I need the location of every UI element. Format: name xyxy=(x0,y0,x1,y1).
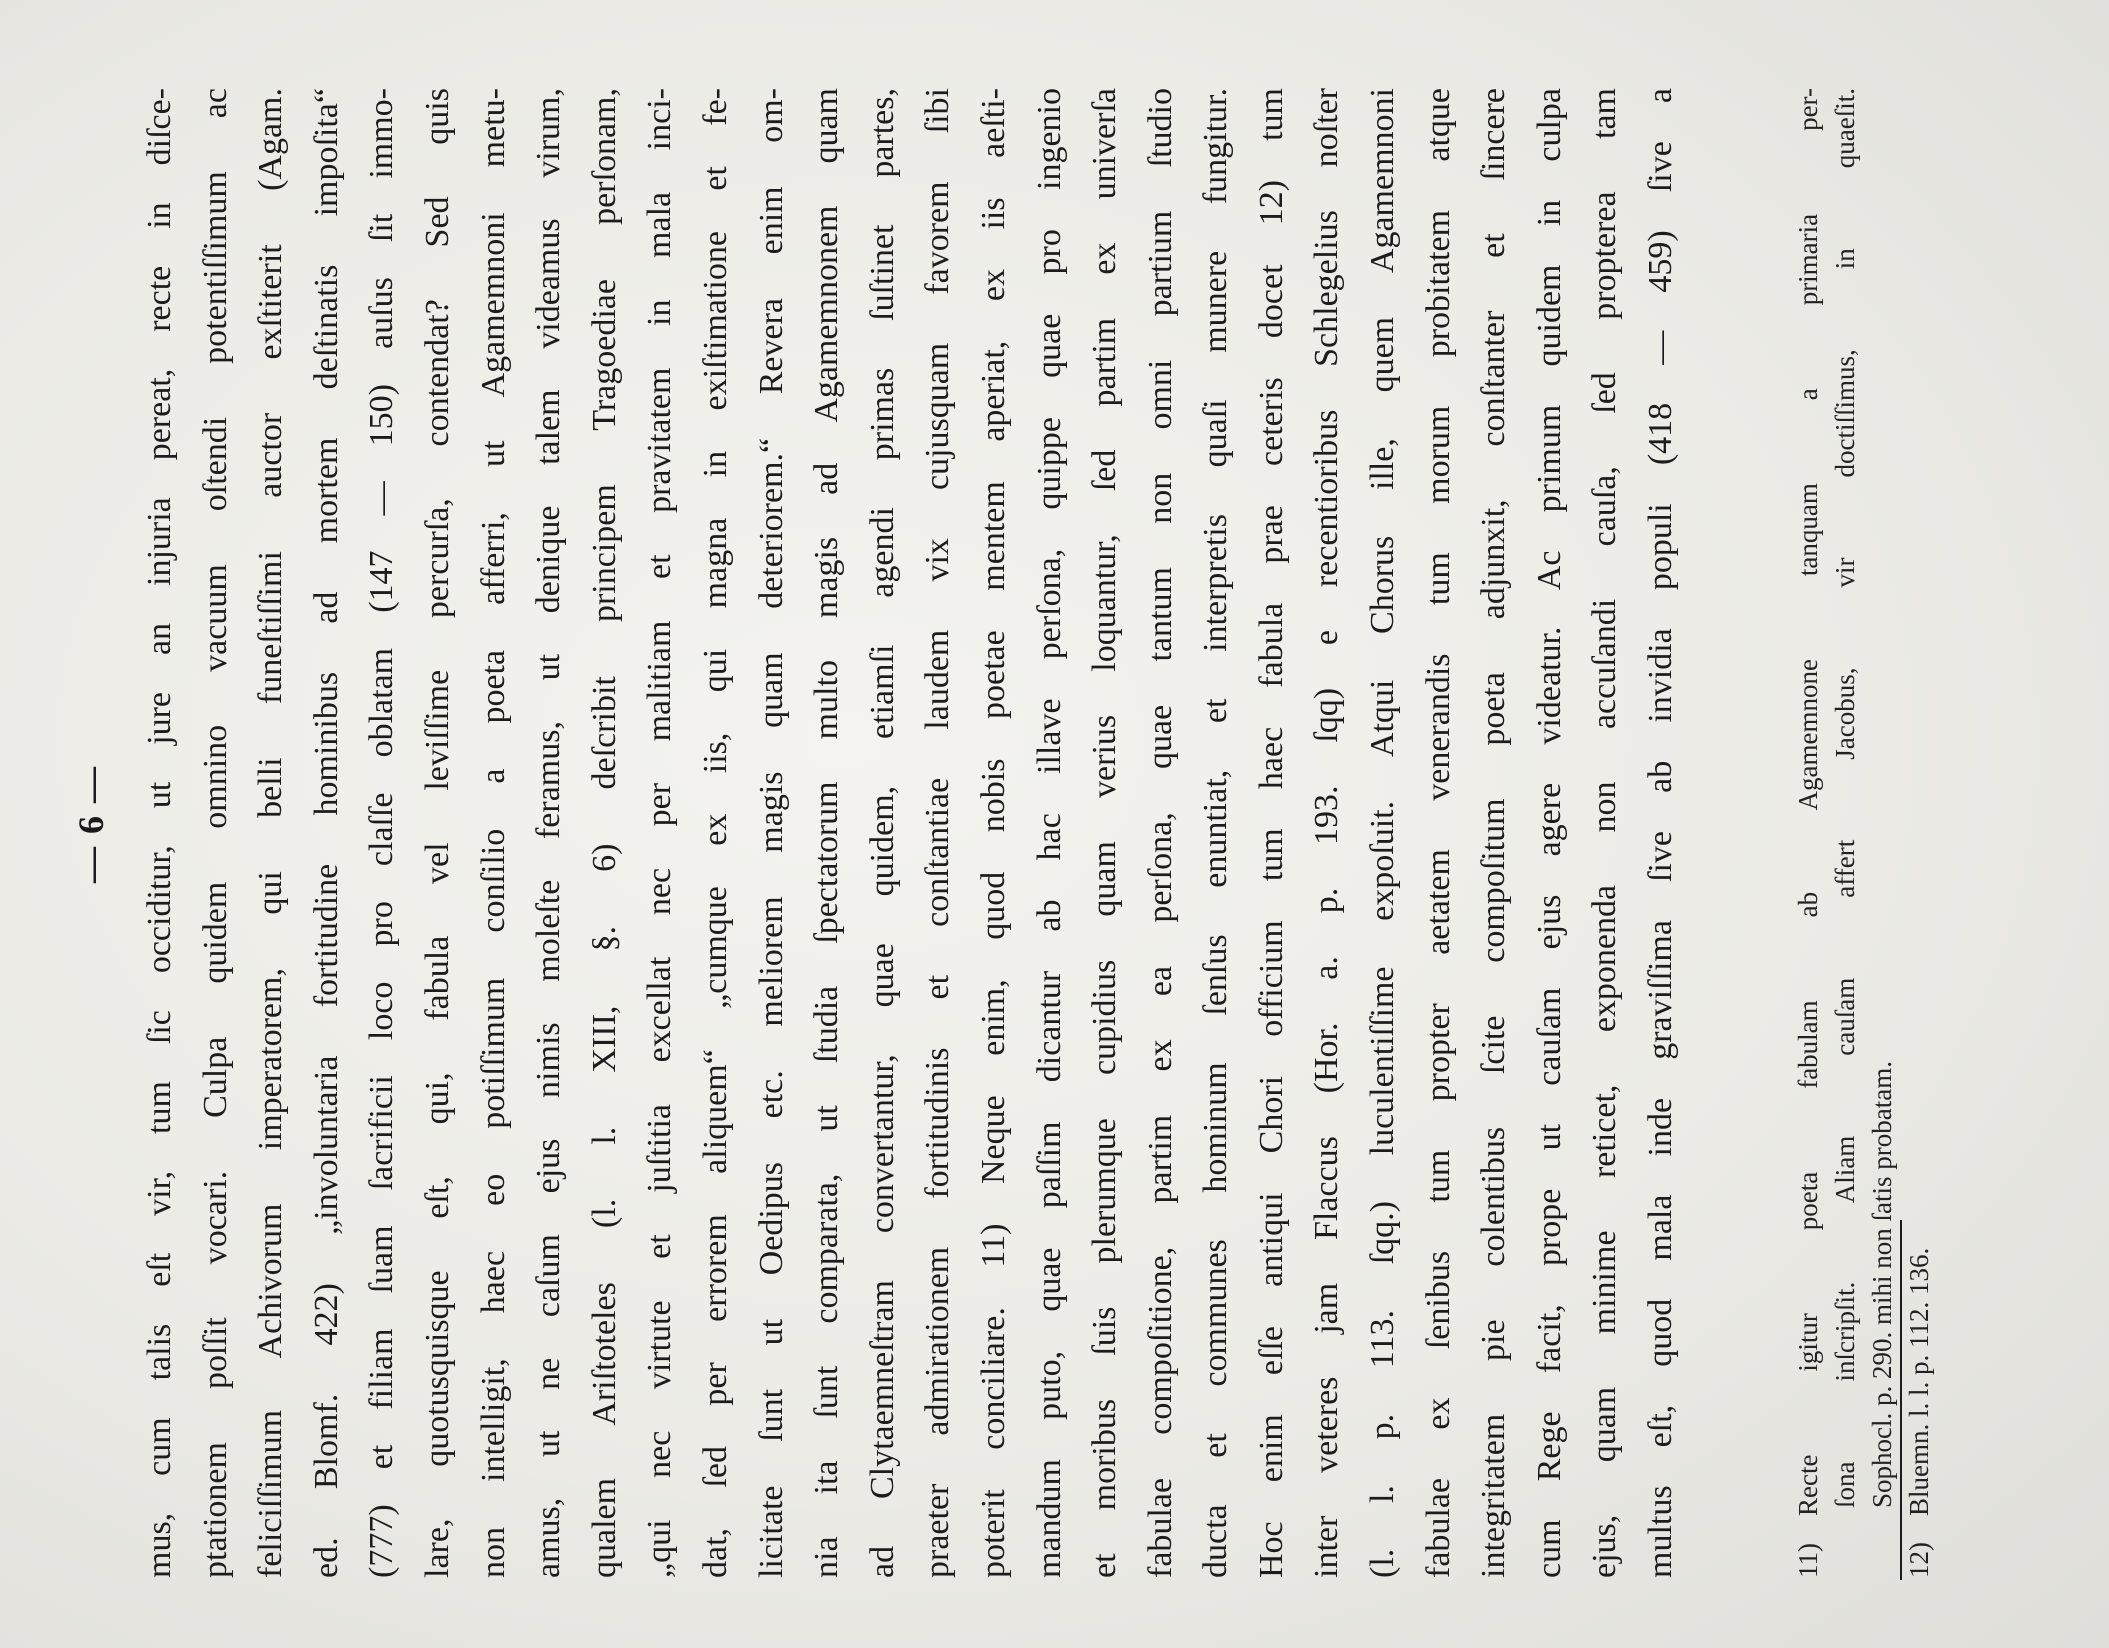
text-line: ad Clytaemneſtram convertantur, quae quidem, etiamſi agendi primas ſuſtinet partes, xyxy=(863,88,901,1578)
text-line: praeter admirationem fortitudinis et conſtantiae laudem vix cujusquam favorem ſibi xyxy=(919,88,957,1578)
text-line: Hoc enim eſſe antiqui Chori officium tum haec fabula prae ceteris docet 12) tum xyxy=(1252,88,1290,1578)
text-line: mandum puto, quae paſſim dicantur ab hac illave perſona, quippe quae pro ingenio xyxy=(1030,88,1068,1578)
text-line: inter veteres jam Flaccus (Hor. a. p. 193. ſqq) e recentioribus Schlegelius noſter xyxy=(1308,88,1346,1578)
text-line: ptationem poſſit vocari. Culpa quidem omnino vacuum oſtendi potentiſſimum ac xyxy=(196,88,234,1578)
text-line: ed. Blomf. 422) „involuntaria fortitudine hominibus ad mortem deſtinatis impoſita“ xyxy=(307,88,345,1578)
text-line: poterit conciliare. 11) Neque enim, quod nobis poetae mentem aperiat, ex iis aeſti- xyxy=(974,88,1012,1578)
text-line: ejus, quam minime reticet, exponenda non accuſandi cauſa, ſed propterea tam xyxy=(1586,88,1624,1578)
text-line: mus, cum talis eſt vir, tum ſic occiditur, ut jure an injuria pereat, recte in diſce- xyxy=(141,88,178,1578)
text-line: et moribus ſuis plerumque cupidius quam verius loquantur, ſed partim ex univerſa xyxy=(1086,88,1124,1578)
page-number: — 6 — xyxy=(71,765,111,883)
text-line: lare, quotusquisque eſt, qui, fabula vel leviſſime percurſa, contendat? Sed quis xyxy=(418,88,456,1578)
text-line: feliciſſimum Achivorum imperatorem, qui belli funeſtiſſimi auctor exſtiterit (Agam. xyxy=(252,88,290,1578)
footnotes xyxy=(1790,88,1938,1578)
text-line: nia ita ſunt comparata, ut ſtudia ſpectatorum multo magis ad Agamemnonem quam xyxy=(808,88,846,1578)
footnote-text: Recte igitur poeta fabulam ab Agamemnone tanquam a primaria per- xyxy=(1793,88,1823,1516)
text-line: qualem Ariſtoteles (l. l. XIII, §. 6) deſcribit principem Tragoediae perſonam, xyxy=(585,88,623,1578)
footnote-number: 12) xyxy=(1904,1542,1934,1578)
text-line: „qui nec virtute et juſtitia excellat nec per malitiam et pravitatem in mala inci- xyxy=(641,88,679,1578)
footnote-11-line: ſona inſcripſit. Aliam cauſam affert Jacobus, vir doctiſſimus, in quaeſit. xyxy=(1830,88,1860,1508)
body-text xyxy=(132,88,1689,1578)
text-line: (l. l. p. 113. ſqq.) luculentiſſime expoſuit. Atqui Chorus ille, quem Agamemnoni xyxy=(1364,88,1402,1578)
text-line: (777) et filiam ſuam ſacrificii loco pro claſſe oblatam (147 — 150) auſus ſit immo- xyxy=(363,88,401,1578)
text-line: licitate ſunt ut Oedipus etc. meliorem magis quam deteriorem.“ Revera enim om- xyxy=(752,88,790,1578)
text-line: dat, ſed per errorem aliquem“ „cumque ex iis, qui magna in exiſtimatione et fe- xyxy=(696,88,734,1578)
text-line: fabulae ex ſenibus tum propter aetatem venerandis tum morum probitatem atque xyxy=(1419,88,1457,1578)
footnote-number: 11) xyxy=(1793,1543,1823,1578)
text-line: cum Rege facit, prope ut cauſam ejus agere videatur. Ac primum quidem in culpa xyxy=(1530,88,1568,1578)
footnote-11-line: Sophocl. p. 290. mihi non ſatis probatam. xyxy=(1867,1061,1897,1508)
footnote-12-line xyxy=(1901,88,1938,1578)
text-line: multus eſt, quod mala inde graviſſima ſive ab invidia populi (418 — 459) ſive a xyxy=(1642,88,1680,1578)
footnote-11-line xyxy=(1790,88,1827,1578)
text-line: fabulae compoſitione, partim ex ea perſona, quae tantum non omni partium ſtudio xyxy=(1141,88,1179,1578)
text-line: ducta et communes hominum ſenſus enuntiat, et interpretis quaſi munere fungitur. xyxy=(1197,88,1235,1578)
footnote-text: Bluemn. l. l. p. 112. 136. xyxy=(1904,1247,1934,1516)
text-line: integritatem pie colentibus ſcite compoſitum poeta adjunxit, conſtanter et ſincere xyxy=(1475,88,1513,1578)
text-line: non intelligit, haec eo potiſſimum conſilio a poeta afferri, ut Agamemnoni metu- xyxy=(474,88,512,1578)
text-line: amus, ut ne caſum ejus nimis moleſte feramus, ut denique talem videamus virum, xyxy=(530,88,568,1578)
